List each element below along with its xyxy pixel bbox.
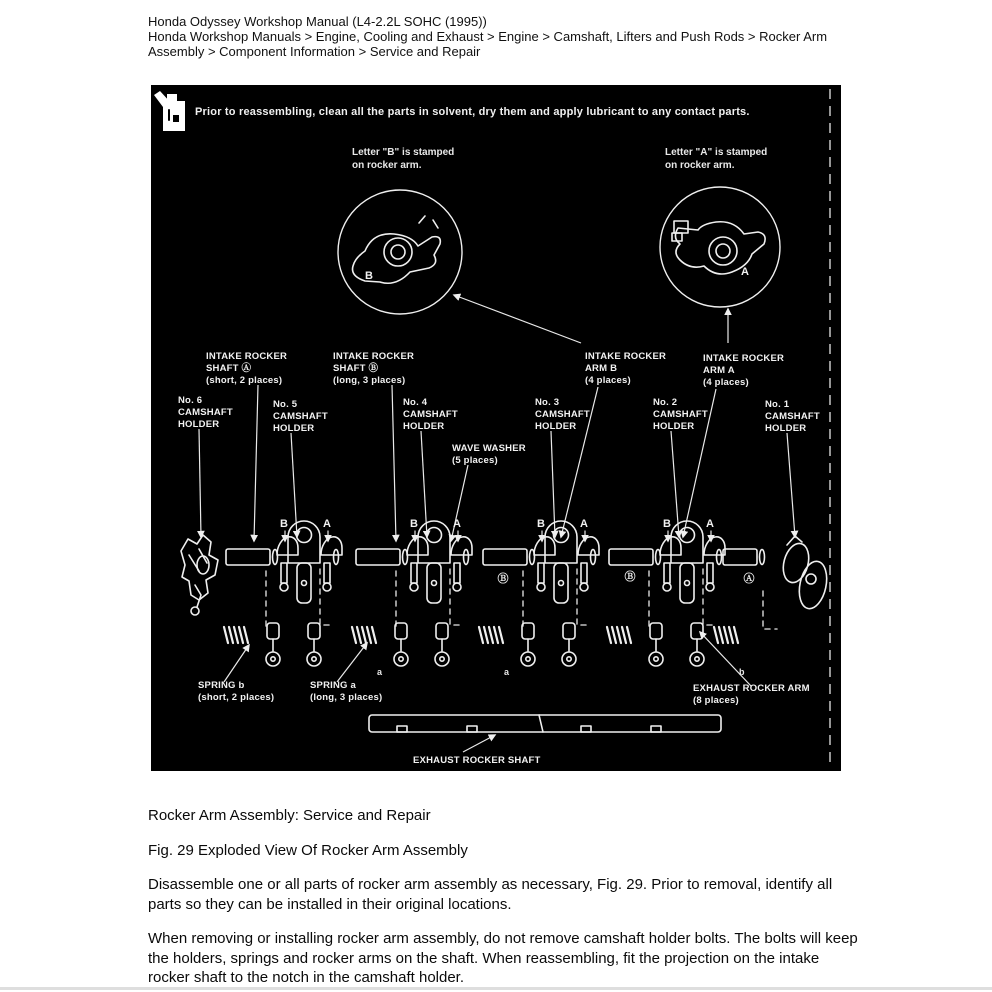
callout-b-line2: on rocker arm.: [352, 160, 422, 171]
label-camshaft-holder-5: [273, 399, 328, 434]
detail-circle-a: [660, 187, 780, 307]
exhaust-rocker-arm-drawing: [394, 623, 408, 666]
label-intake-rocker-shaft-a: [206, 351, 287, 386]
svg-text:SPRING a: SPRING a: [310, 680, 356, 691]
exhaust-rocker-arm-drawing: [435, 623, 449, 666]
springs-and-exhaust-arms: [224, 623, 745, 677]
label-camshaft-holder-3: [535, 397, 590, 432]
exhaust-rocker-arm-drawing: [266, 623, 280, 666]
label-spring-a: [310, 680, 382, 703]
svg-text:(short, 2 places): (short, 2 places): [198, 692, 275, 703]
label-exhaust-rocker-shaft: EXHAUST ROCKER SHAFT: [413, 755, 541, 766]
figure-panel: [151, 85, 841, 771]
svg-text:CAMSHAFT: CAMSHAFT: [403, 409, 458, 420]
stamp-b: B: [410, 518, 418, 530]
article-heading: Rocker Arm Assembly: Service and Repair: [148, 807, 431, 824]
svg-text:WAVE WASHER: WAVE WASHER: [452, 443, 526, 454]
label-exhaust-rocker-arm: [693, 683, 810, 706]
svg-text:INTAKE ROCKER: INTAKE ROCKER: [206, 351, 288, 362]
svg-text:INTAKE ROCKER: INTAKE ROCKER: [585, 351, 667, 362]
stamp-a-detail: A: [741, 266, 749, 278]
svg-text:SHAFT Ⓐ: SHAFT Ⓐ: [206, 363, 252, 374]
exhaust-rocker-arm-drawing: [307, 623, 321, 666]
svg-text:INTAKE ROCKER: INTAKE ROCKER: [333, 351, 415, 362]
svg-text:HOLDER: HOLDER: [765, 423, 807, 434]
svg-text:HOLDER: HOLDER: [403, 421, 445, 432]
assembly-unit: [356, 521, 472, 629]
exhaust-rocker-arm-drawing: [562, 623, 576, 666]
svg-text:No. 2: No. 2: [653, 397, 678, 408]
callout-a-line2: on rocker arm.: [665, 160, 735, 171]
svg-text:HOLDER: HOLDER: [653, 421, 695, 432]
assembly-right-end: [723, 536, 831, 629]
circled-a: Ⓐ: [743, 573, 755, 585]
stamp-a: A: [580, 518, 588, 530]
stamp-a: A: [453, 518, 461, 530]
label-camshaft-holder-2: [653, 397, 708, 432]
svg-text:SPRING b: SPRING b: [198, 680, 245, 691]
spring-drawing: [714, 627, 738, 643]
figure-caption: Fig. 29 Exploded View Of Rocker Arm Assembly: [148, 841, 468, 859]
exhaust-rocker-arm-drawing: [649, 623, 663, 666]
rocker-arm-stamp-letters: [280, 518, 714, 541]
svg-text:No. 5: No. 5: [273, 399, 298, 410]
exhaust-rocker-arm-drawing: [521, 623, 535, 666]
svg-text:CAMSHAFT: CAMSHAFT: [653, 409, 708, 420]
callout-letter-a: [665, 147, 767, 171]
label-camshaft-holder-6: [178, 395, 233, 430]
svg-text:INTAKE ROCKER: INTAKE ROCKER: [703, 353, 785, 364]
manual-title: Honda Odyssey Workshop Manual (L4-2.2L SOHC (1995)): [148, 14, 487, 29]
article-body: [148, 806, 864, 992]
label-intake-rocker-shaft-b: [333, 351, 414, 386]
svg-text:(4 places): (4 places): [703, 377, 749, 388]
svg-text:CAMSHAFT: CAMSHAFT: [535, 409, 590, 420]
shaft-circled-letters: [498, 569, 755, 585]
svg-text:(5 places): (5 places): [452, 455, 498, 466]
stamp-b: B: [280, 518, 288, 530]
spring-mark-a: a: [504, 667, 510, 677]
stamp-b: B: [537, 518, 545, 530]
svg-text:ARM B: ARM B: [585, 363, 618, 374]
svg-text:CAMSHAFT: CAMSHAFT: [765, 411, 820, 422]
detail-circle-b: [338, 190, 462, 314]
reassembly-note: Prior to reassembling, clean all the parts in solvent, dry them and apply lubricant to any contact parts.: [195, 106, 750, 118]
svg-text:SHAFT Ⓑ: SHAFT Ⓑ: [333, 363, 379, 374]
label-camshaft-holder-1: [765, 399, 820, 434]
svg-text:No. 3: No. 3: [535, 397, 560, 408]
label-spring-b: [198, 680, 274, 703]
svg-text:EXHAUST ROCKER ARM: EXHAUST ROCKER ARM: [693, 683, 810, 694]
svg-text:(8 places): (8 places): [693, 695, 739, 706]
svg-text:(long, 3 places): (long, 3 places): [333, 375, 406, 386]
svg-text:ARM A: ARM A: [703, 365, 735, 376]
svg-text:CAMSHAFT: CAMSHAFT: [273, 411, 328, 422]
svg-text:No. 4: No. 4: [403, 397, 428, 408]
spring-drawing: [352, 627, 376, 643]
spring-drawing: [607, 627, 631, 643]
svg-text:CAMSHAFT: CAMSHAFT: [178, 407, 233, 418]
circled-b: Ⓑ: [624, 571, 636, 583]
callout-b-line1: Letter "B" is stamped: [352, 147, 455, 158]
stamp-b-detail: B: [365, 270, 373, 282]
assembly-left-end: [181, 535, 218, 615]
assembly-unit: [226, 521, 342, 629]
callout-letter-b: [352, 147, 454, 171]
paragraph-2: When removing or installing rocker arm assembly, do not remove camshaft holder bolts. The bolts will keep the holders, springs and rocker arms on the shaft. When reassembling, fit the projection on the intake rocker shaft to the notch in the camshaft holder.: [148, 930, 858, 986]
lubricant-icon: [154, 91, 185, 131]
paragraph-1: Disassemble one or all parts of rocker arm assembly as necessary, Fig. 29. Prior to removal, identify all parts so they can be installed in their original locations.: [148, 876, 833, 913]
svg-text:HOLDER: HOLDER: [535, 421, 577, 432]
label-wave-washer: [452, 443, 526, 466]
label-intake-rocker-arm-a: [703, 353, 784, 388]
svg-text:HOLDER: HOLDER: [178, 419, 220, 430]
exhaust-rocker-arm-drawing: [690, 623, 704, 666]
label-intake-rocker-arm-b: [585, 351, 666, 386]
spring-mark-a: a: [377, 667, 383, 677]
svg-text:(long, 3 places): (long, 3 places): [310, 692, 383, 703]
stamp-a: A: [706, 518, 714, 530]
svg-text:(short, 2 places): (short, 2 places): [206, 375, 283, 386]
svg-text:No. 1: No. 1: [765, 399, 790, 410]
svg-text:(4 places): (4 places): [585, 375, 631, 386]
label-camshaft-holder-4: [403, 397, 458, 432]
circled-b: Ⓑ: [497, 573, 509, 585]
spring-mark-b: b: [739, 667, 745, 677]
exhaust-rocker-shaft-drawing: [369, 715, 721, 732]
page-header: [148, 14, 864, 59]
exploded-view-diagram: [151, 85, 841, 771]
bottom-divider: [0, 987, 992, 990]
callout-a-line1: Letter "A" is stamped: [665, 147, 768, 158]
breadcrumb: Honda Workshop Manuals > Engine, Cooling and Exhaust > Engine > Camshaft, Lifters and Push Rods > Rocker Arm Assembly > Component Information > Service and Repair: [148, 29, 828, 59]
svg-text:HOLDER: HOLDER: [273, 423, 315, 434]
stamp-b: B: [663, 518, 671, 530]
stamp-a: A: [323, 518, 331, 530]
spring-drawing: [479, 627, 503, 643]
spring-drawing: [224, 627, 248, 643]
svg-text:No. 6: No. 6: [178, 395, 203, 406]
